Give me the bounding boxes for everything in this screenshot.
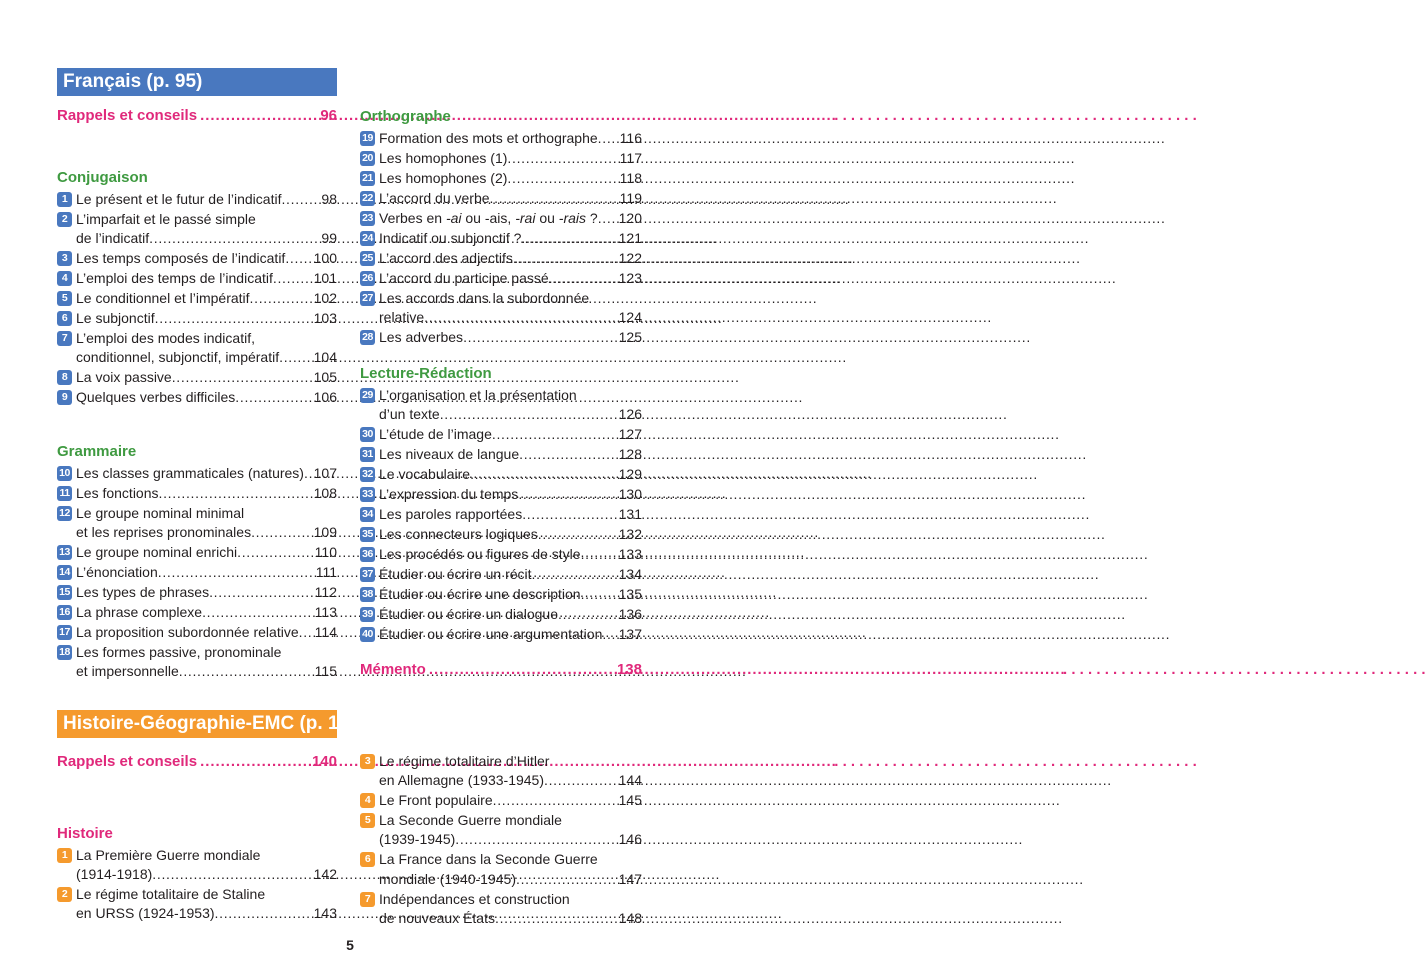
chapter-number-badge: 15 xyxy=(57,585,72,600)
page-ref: 108 xyxy=(313,484,337,501)
chapter-number-badge: 12 xyxy=(57,506,72,521)
entry-title: Le vocabulaire xyxy=(379,466,471,483)
toc-entry[interactable] xyxy=(57,623,337,642)
leader-dots xyxy=(285,249,311,268)
toc-entry[interactable] xyxy=(57,543,337,562)
page-ref: 137 xyxy=(618,626,642,643)
leader-dots xyxy=(250,289,312,308)
leader-dots xyxy=(149,229,319,248)
leader-dots xyxy=(544,771,617,790)
entry-title: en URSS (1924-1953) xyxy=(76,905,215,922)
page-ref: 122 xyxy=(618,249,642,266)
leader-dots xyxy=(602,625,616,644)
entry-title: (1939-1945) xyxy=(379,831,456,848)
toc-entry[interactable] xyxy=(57,309,337,328)
page-ref: 147 xyxy=(618,870,642,887)
page-ref: 135 xyxy=(618,586,642,603)
leader-dots xyxy=(179,662,313,681)
page-ref: 133 xyxy=(618,546,642,563)
toc-entry[interactable] xyxy=(57,643,337,681)
entry-title: L’accord des adjectifs xyxy=(379,249,513,266)
toc-entry[interactable] xyxy=(360,289,642,327)
page-ref: 100 xyxy=(313,250,337,267)
entry-title: Le présent et le futur de l’indicatif xyxy=(76,191,282,207)
chapter-number-badge: 37 xyxy=(360,567,375,582)
entry-title: Les paroles rapportées xyxy=(379,506,523,523)
entry-title: de l’indicatif xyxy=(76,230,150,247)
chapter-number-badge: 13 xyxy=(57,545,72,560)
entry-title: Quelques verbes difficiles xyxy=(76,389,236,406)
entry-title: et impersonnelle xyxy=(76,663,179,680)
conjugaison-heading: Conjugaison xyxy=(57,169,148,186)
chapter-number-badge: 1 xyxy=(57,192,72,207)
entry-title: Le régime totalitaire de Staline xyxy=(76,886,266,903)
page-ref: 116 xyxy=(619,130,642,146)
chapter-number-badge: 6 xyxy=(360,852,375,867)
page-ref: 125 xyxy=(618,329,642,346)
entry-title: La France dans la Seconde Guerre xyxy=(379,851,598,868)
page-ref: 128 xyxy=(618,446,642,463)
entry-title: La voix passive xyxy=(76,369,172,386)
leader-dots xyxy=(470,465,617,484)
entry-title: Les homophones (2) xyxy=(379,169,508,186)
entry-title: relative xyxy=(379,309,425,326)
chapter-number-badge: 7 xyxy=(57,331,72,346)
entry-title: Les adverbes xyxy=(379,329,464,346)
chapter-number-badge: 30 xyxy=(360,427,375,442)
conjugaison-list xyxy=(57,190,337,408)
page-ref: 146 xyxy=(618,831,642,848)
entry-title: Formation des mots et orthographe xyxy=(379,130,598,146)
entry-title: Les niveaux de langue xyxy=(379,446,520,463)
page-ref: 99 xyxy=(321,230,337,247)
leader-dots xyxy=(152,865,311,884)
toc-entry[interactable] xyxy=(57,329,337,367)
entry-title: L’étude de l’image xyxy=(379,426,492,443)
toc-entry[interactable] xyxy=(360,850,642,888)
entry-title: mondiale (1940-1945) xyxy=(379,870,516,887)
leader-dots xyxy=(558,605,617,624)
leader-dots xyxy=(155,309,312,328)
leader-dots xyxy=(440,405,617,424)
page-ref: 117 xyxy=(619,149,642,166)
entry-title: La Première Guerre mondiale xyxy=(76,847,261,863)
entry-title: La proposition subordonnée relative xyxy=(76,624,299,641)
page-ref: 105 xyxy=(313,369,337,386)
toc-entry[interactable] xyxy=(57,603,337,622)
toc-entry[interactable] xyxy=(360,752,642,790)
toc-entry[interactable] xyxy=(360,328,642,347)
chapter-number-badge: 18 xyxy=(57,645,72,660)
chapter-number-badge: 20 xyxy=(360,151,375,166)
toc-entry[interactable] xyxy=(57,484,337,503)
memento-label: Mémento xyxy=(360,661,426,678)
toc-entry[interactable] xyxy=(360,386,642,424)
chapter-number-badge: 14 xyxy=(57,565,72,580)
chapter-number-badge: 22 xyxy=(360,191,375,206)
page-ref: 127 xyxy=(618,426,642,443)
leader-dots xyxy=(522,505,616,524)
page-ref: 131 xyxy=(618,506,642,523)
lecture-list xyxy=(360,386,642,645)
leader-dots xyxy=(513,249,617,268)
chapter-number-badge: 33 xyxy=(360,487,375,502)
chapter-number-badge: 27 xyxy=(360,291,375,306)
chapter-number-badge: 5 xyxy=(360,813,375,828)
page-ref: 112 xyxy=(314,584,337,601)
grammaire-heading: Grammaire xyxy=(57,443,137,460)
page-ref: 148 xyxy=(618,909,642,926)
page-ref: 129 xyxy=(618,466,642,483)
chapter-number-badge: 32 xyxy=(360,467,375,482)
chapter-number-badge: 40 xyxy=(360,627,375,642)
page-ref: 121 xyxy=(618,229,642,246)
histoire-list-right xyxy=(360,752,642,929)
entry-title: Le subjonctif xyxy=(76,310,155,327)
chapter-number-badge: 7 xyxy=(360,892,375,907)
chapter-number-badge: 28 xyxy=(360,330,375,345)
toc-entry[interactable] xyxy=(57,210,337,248)
toc-entry[interactable] xyxy=(57,885,337,923)
entry-title: Les homophones (1) xyxy=(379,149,508,166)
page-ref: 130 xyxy=(618,486,642,503)
entry-title: L’emploi des temps de l’indicatif xyxy=(76,270,273,287)
page-ref: 118 xyxy=(619,169,642,186)
chapter-number-badge: 34 xyxy=(360,507,375,522)
toc-entry[interactable] xyxy=(360,465,642,484)
toc-entry[interactable] xyxy=(57,269,337,288)
toc-entry[interactable] xyxy=(360,209,642,228)
leader-dots xyxy=(215,904,312,923)
chapter-number-badge: 3 xyxy=(360,754,375,769)
rappels-label: Rappels et conseils xyxy=(57,753,198,770)
page-ref: 123 xyxy=(618,269,642,286)
page-ref: 103 xyxy=(313,310,337,327)
chapter-number-badge: 26 xyxy=(360,271,375,286)
histoire-heading: Histoire xyxy=(57,825,113,842)
leader-dots xyxy=(519,445,617,464)
chapter-number-badge: 3 xyxy=(57,251,72,266)
chapter-number-badge: 38 xyxy=(360,587,375,602)
chapter-number-badge: 21 xyxy=(360,171,375,186)
entry-title: Le conditionnel et l’impératif xyxy=(76,290,250,307)
page-ref: 111 xyxy=(315,564,337,581)
page-number: 5 xyxy=(346,937,354,953)
entry-title: L’accord du verbe xyxy=(379,189,490,206)
entry-title: La Seconde Guerre mondiale xyxy=(379,812,562,829)
entry-title: Les accords dans la subordonnée xyxy=(379,289,590,306)
leader-dots xyxy=(490,189,618,208)
leader-dots xyxy=(581,585,617,604)
leader-dots: . . . . . . . . . . . . . . . . . . . . . . . . . . . . . . . . . . . . . . . . . . . . . . . xyxy=(200,106,317,126)
toc-entry[interactable] xyxy=(57,289,337,308)
page-ref: 142 xyxy=(313,866,337,883)
chapter-number-badge: 4 xyxy=(360,793,375,808)
chapter-number-badge: 2 xyxy=(57,887,72,902)
leader-dots xyxy=(581,545,617,564)
entry-title: Étudier ou écrire une description xyxy=(379,586,581,603)
toc-entry[interactable] xyxy=(360,565,642,584)
entry-title: conditionnel, subjonctif, impératif xyxy=(76,349,280,366)
page-ref: 145 xyxy=(618,792,642,809)
toc-entry[interactable] xyxy=(57,368,337,387)
toc-entry[interactable] xyxy=(360,505,642,524)
leader-dots xyxy=(507,149,617,168)
page-ref: 98 xyxy=(321,191,337,207)
page-ref: 115 xyxy=(314,663,337,680)
entry-title: Étudier ou écrire une argumentation xyxy=(379,626,603,643)
entry-title: L’accord du participe passé xyxy=(379,269,549,286)
chapter-number-badge: 6 xyxy=(57,311,72,326)
leader-dots xyxy=(202,603,313,622)
chapter-number-badge: 9 xyxy=(57,390,72,405)
leader-dots xyxy=(463,328,617,347)
memento-page: 138 xyxy=(616,661,642,678)
entry-title: en Allemagne (1933-1945) xyxy=(379,772,545,789)
entry-title: L’emploi des modes indicatif, xyxy=(76,330,255,347)
chapter-number-badge: 11 xyxy=(57,486,72,501)
toc-entry[interactable] xyxy=(360,149,642,168)
page-ref: 106 xyxy=(313,389,337,406)
toc-entry[interactable] xyxy=(360,269,642,288)
entry-title: Les connecteurs logiques xyxy=(379,526,538,543)
entry-title: Indicatif ou subjonctif ? xyxy=(379,229,522,246)
entry-title: de nouveaux États xyxy=(379,909,495,926)
chapter-number-badge: 17 xyxy=(57,625,72,640)
leader-dots: . . . . . . . . . . . . . . . . . . . . . . . . . . . . . . . . . . . . . . . . . . . . . . . xyxy=(429,660,614,680)
leader-dots xyxy=(507,169,617,188)
entry-title: Verbes en -ai ou -ais, -rai ou -rais ? xyxy=(379,209,598,226)
entry-title: Les fonctions xyxy=(76,484,159,501)
toc-entry[interactable] xyxy=(360,811,642,849)
entry-title: Le régime totalitaire d’Hitler xyxy=(379,753,550,769)
leader-dots xyxy=(299,623,313,642)
leader-dots xyxy=(424,308,617,327)
leader-dots xyxy=(532,565,617,584)
toc-entry[interactable] xyxy=(57,504,337,542)
toc-entry[interactable] xyxy=(360,169,642,188)
chapter-number-badge: 36 xyxy=(360,547,375,562)
orthographe-list xyxy=(360,129,642,348)
histoire-geo-section-title: Histoire-Géographie-EMC (p. 139) xyxy=(57,710,337,738)
page-ref: 114 xyxy=(314,624,337,641)
chapter-number-badge: 1 xyxy=(57,848,72,863)
leader-dots xyxy=(209,583,313,602)
leader-dots xyxy=(549,269,617,288)
rappels-page: 96 xyxy=(320,107,337,124)
entry-title: Les classes grammaticales (natures) xyxy=(76,465,304,481)
chapter-number-badge: 24 xyxy=(360,231,375,246)
chapter-number-badge: 5 xyxy=(57,291,72,306)
leader-dots xyxy=(172,368,312,387)
chapter-number-badge: 31 xyxy=(360,447,375,462)
rappels-label: Rappels et conseils xyxy=(57,107,198,124)
entry-title: L’énonciation xyxy=(76,564,158,581)
toc-entry[interactable] xyxy=(57,249,337,268)
leader-dots xyxy=(518,485,616,504)
entry-title: La phrase complexe xyxy=(76,604,203,621)
rappels-page: 140 xyxy=(311,753,337,770)
entry-title: d’un texte xyxy=(379,406,440,423)
entry-title: L’expression du temps xyxy=(379,486,519,503)
toc-entry[interactable] xyxy=(360,890,642,928)
leader-dots xyxy=(273,269,312,288)
grammaire-list xyxy=(57,464,337,682)
entry-title: Les temps composés de l’indicatif xyxy=(76,250,286,267)
leader-dots xyxy=(493,791,617,810)
toc-entry[interactable] xyxy=(360,129,642,148)
entry-title: Le Front populaire xyxy=(379,792,493,809)
leader-dots xyxy=(304,464,312,483)
chapter-number-badge: 4 xyxy=(57,271,72,286)
entry-title: Le groupe nominal minimal xyxy=(76,504,245,521)
page-ref: 120 xyxy=(618,209,642,226)
toc-entry[interactable] xyxy=(360,625,642,644)
page-ref: 124 xyxy=(618,309,642,326)
memento-entry[interactable] xyxy=(360,660,1426,680)
leader-dots xyxy=(455,830,616,849)
leader-dots xyxy=(251,523,312,542)
page-ref: 104 xyxy=(313,349,337,366)
toc-entry[interactable] xyxy=(57,464,337,483)
entry-title: L’organisation et la présentation xyxy=(379,387,577,403)
page-ref: 144 xyxy=(618,772,642,789)
leader-dots xyxy=(538,525,617,544)
leader-dots xyxy=(492,425,617,444)
leader-dots xyxy=(598,129,618,148)
entry-title: Les types de phrases xyxy=(76,584,210,601)
entry-title: Étudier ou écrire un dialogue xyxy=(379,606,559,623)
entry-title: Les formes passive, pronominale xyxy=(76,644,282,661)
page-ref: 136 xyxy=(618,606,642,623)
toc-entry[interactable] xyxy=(360,249,642,268)
page-ref: 119 xyxy=(619,189,642,206)
entry-title: L’imparfait et le passé simple xyxy=(76,210,256,227)
toc-entry[interactable] xyxy=(57,583,337,602)
page-ref: 126 xyxy=(618,406,642,423)
chapter-number-badge: 39 xyxy=(360,607,375,622)
toc-entry[interactable] xyxy=(360,189,642,208)
page-ref: 134 xyxy=(618,566,642,583)
toc-entry[interactable] xyxy=(360,605,642,624)
chapter-number-badge: 10 xyxy=(57,466,72,481)
chapter-number-badge: 2 xyxy=(57,212,72,227)
leader-dots xyxy=(598,209,617,228)
page-ref: 107 xyxy=(313,465,337,481)
toc-entry[interactable] xyxy=(360,585,642,604)
toc-entry[interactable] xyxy=(360,425,642,444)
chapter-number-badge: 23 xyxy=(360,211,375,226)
chapter-number-badge: 16 xyxy=(57,605,72,620)
chapter-number-badge: 25 xyxy=(360,251,375,266)
toc-entry[interactable] xyxy=(57,563,337,582)
toc-entry[interactable] xyxy=(360,525,642,544)
page-ref: 109 xyxy=(313,524,337,541)
page-ref: 143 xyxy=(313,905,337,922)
page-ref: 101 xyxy=(313,270,337,287)
leader-dots xyxy=(521,229,616,248)
page-ref: 132 xyxy=(618,526,642,543)
leader-dots xyxy=(158,563,314,582)
toc-entry[interactable] xyxy=(57,190,337,209)
page-ref: 110 xyxy=(314,544,337,561)
toc-entry[interactable] xyxy=(57,846,337,884)
leader-dots xyxy=(237,543,313,562)
leader-dots xyxy=(235,388,311,407)
histoire-list-left xyxy=(57,846,337,924)
leader-dots: . . . . . . . . . . . . . . . . . . . . . . . . . . . . . . . . . . . . . . . . . . . . . . . xyxy=(200,752,309,772)
toc-entry[interactable] xyxy=(360,229,642,248)
entry-title: Le groupe nominal enrichi xyxy=(76,544,238,561)
leader-dots xyxy=(495,909,617,928)
leader-dots xyxy=(279,348,312,367)
orthographe-heading: Orthographe xyxy=(360,108,451,125)
leader-dots xyxy=(159,484,312,503)
chapter-number-badge: 19 xyxy=(360,131,375,146)
leader-dots xyxy=(516,870,617,889)
toc-entry[interactable] xyxy=(360,791,642,810)
lecture-heading: Lecture-Rédaction xyxy=(360,365,492,382)
toc-entry[interactable] xyxy=(360,445,642,464)
entry-title: Les procédés ou figures de style xyxy=(379,546,581,563)
chapter-number-badge: 8 xyxy=(57,370,72,385)
chapter-number-badge: 29 xyxy=(360,388,375,403)
page-ref: 113 xyxy=(314,604,337,621)
entry-title: Étudier ou écrire un récit xyxy=(379,566,532,583)
toc-entry[interactable] xyxy=(360,485,642,504)
page-ref: 102 xyxy=(313,290,337,307)
entry-title: (1914-1918) xyxy=(76,866,153,883)
toc-entry[interactable] xyxy=(360,545,642,564)
entry-title: Indépendances et construction xyxy=(379,890,570,907)
chapter-number-badge: 35 xyxy=(360,527,375,542)
entry-title: et les reprises pronominales xyxy=(76,524,252,541)
toc-entry[interactable] xyxy=(57,388,337,407)
francais-section-title: Français (p. 95) xyxy=(57,68,337,96)
leader-dots xyxy=(281,190,319,209)
